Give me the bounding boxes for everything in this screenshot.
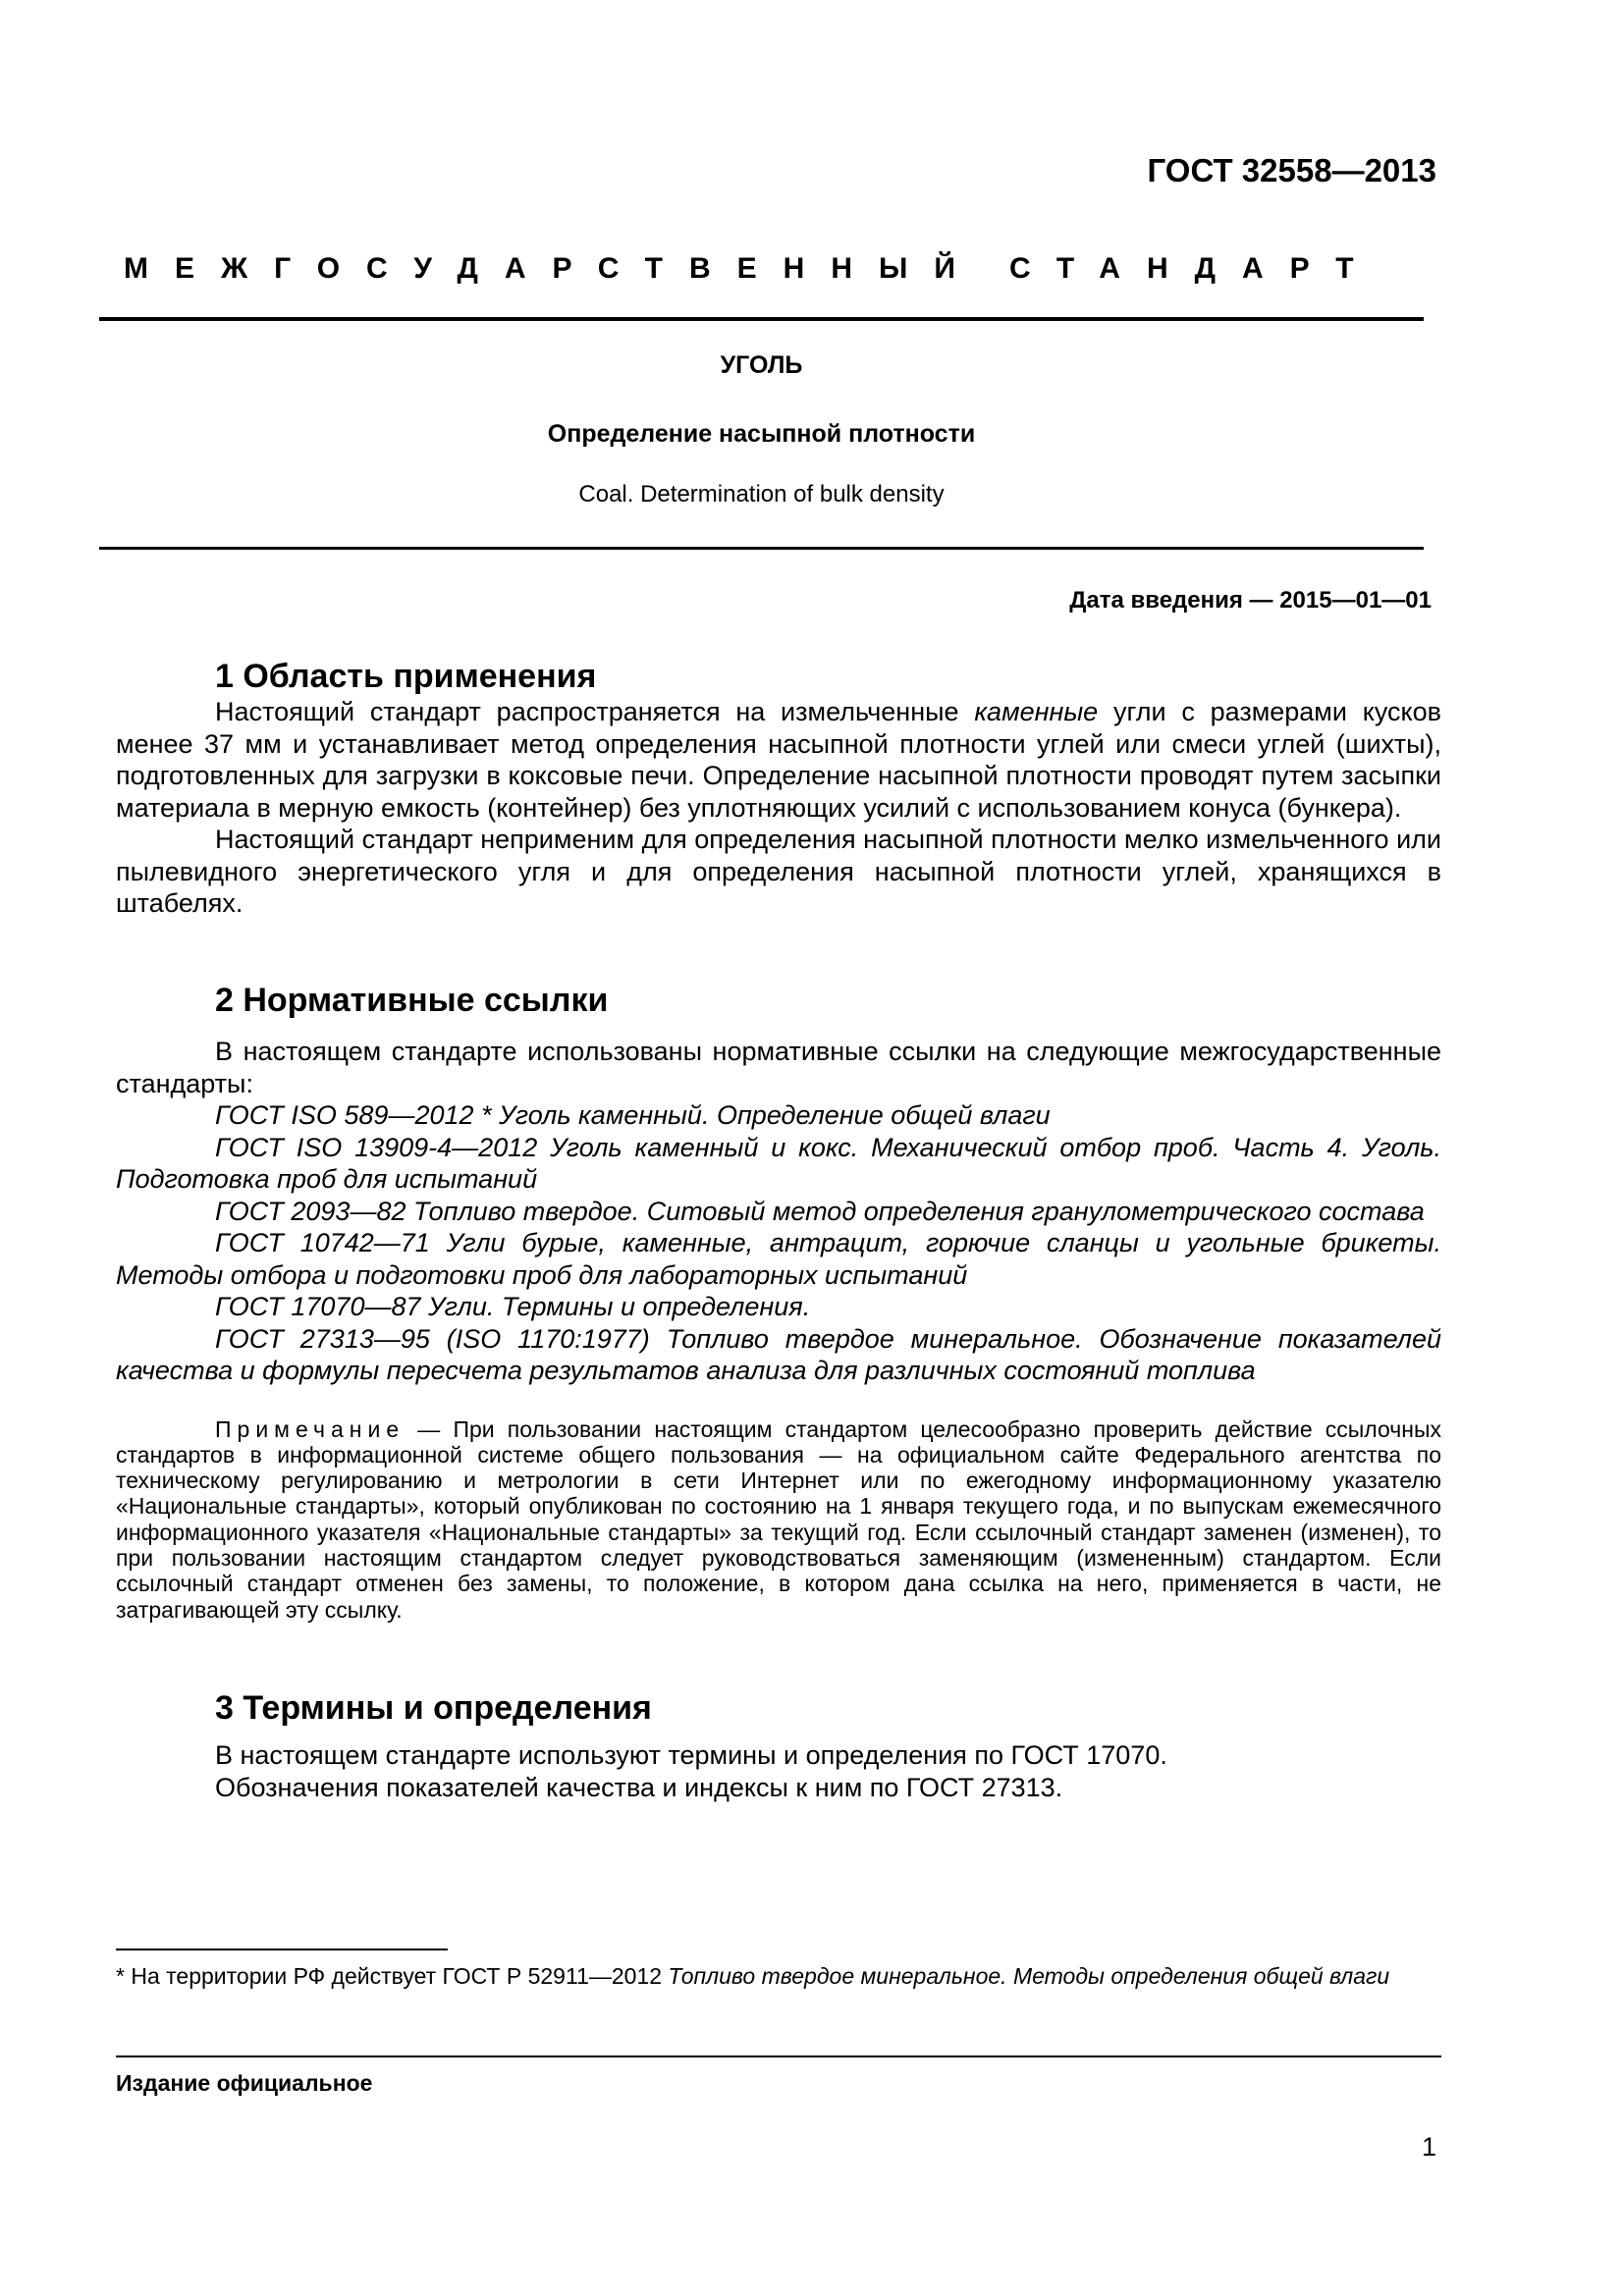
title-divider (99, 547, 1424, 550)
section-3 (116, 1688, 1441, 1803)
section-3-heading: 3 Термины и определения (215, 1689, 652, 1727)
section-1-paragraph-1: Настоящий стандарт распространяется на измельченные каменные угли с размерами кусков менее 37 мм и устанавливает метод определения насыпной плотности углей или смеси углей (шихты), подготовленных для загрузки в коксовые печи. Определение насыпной плотности проводят путем засыпки материала в мерную емкость (контейнер) без уплотняющих усилий с использованием конуса (бункера). (116, 697, 1442, 823)
reference-item: ГОСТ 17070—87 Угли. Термины и определения. (215, 1292, 811, 1321)
section-1 (116, 657, 1441, 920)
reference-item: ГОСТ 27313—95 (ISO 1170:1977) Топливо твердое минеральное. Обозначение показателей качества и формулы пересчета результатов анализа для различных состояний топлива (116, 1323, 1441, 1385)
section-3-paragraph-1: В настоящем стандарте используют термины и определения по ГОСТ 17070. (215, 1740, 1167, 1770)
section-2 (116, 981, 1441, 1623)
standard-type-word2: СТАНДАРТ (1008, 252, 1380, 285)
note (116, 1416, 1441, 1623)
footnote-separator (116, 1949, 448, 1950)
header-divider (99, 317, 1424, 321)
section-2-intro: В настоящем стандарте использованы нормативные ссылки на следующие межгосударственные стандарты: (116, 1037, 1441, 1098)
section-1-paragraph-2: Настоящий стандарт неприменим для определения насыпной плотности мелко измельченного или пылевидного энергетического угля и для определения насыпной плотности углей, хранящихся в штабелях. (116, 825, 1441, 918)
reference-item: ГОСТ 10742—71 Угли бурые, каменные, антрацит, горючие сланцы и угольные брикеты. Методы отбора и подготовки проб для лабораторных испытаний (116, 1228, 1441, 1290)
note-label: Примечание (215, 1415, 406, 1442)
reference-item: ГОСТ 2093—82 Топливо твердое. Ситовый метод определения гранулометрического состава (215, 1196, 1425, 1226)
document-title: УГОЛЬ (720, 351, 803, 379)
section-3-paragraph-2: Обозначения показателей качества и индексы к ним по ГОСТ 27313. (215, 1772, 1063, 1802)
standard-type-heading (124, 252, 1380, 286)
standard-type-word1: МЕЖГОСУДАРСТВЕННЫЙ (124, 252, 982, 285)
footnote: * На территории РФ действует ГОСТ Р 52911—2012 Топливо твердое минеральное. Методы определения общей влаги (116, 1963, 1390, 1989)
document-number: ГОСТ 32558—2013 (1147, 152, 1436, 188)
reference-item: ГОСТ ISO 589—2012 * Уголь каменный. Определение общей влаги (215, 1100, 1051, 1130)
footer-divider (116, 2056, 1441, 2057)
page-number: 1 (1421, 2132, 1436, 2162)
section-2-heading: 2 Нормативные ссылки (215, 982, 609, 1019)
section-1-heading: 1 Область применения (215, 658, 597, 695)
introduction-date: Дата введения — 2015—01—01 (1069, 587, 1432, 614)
edition-label: Издание официальное (116, 2070, 373, 2096)
reference-item: ГОСТ ISO 13909-4—2012 Уголь каменный и кокс. Механический отбор проб. Часть 4. Уголь. Подготовка проб для испытаний (116, 1132, 1441, 1194)
note-text: — При пользовании настоящим стандартом целесообразно проверить действие ссылочных стандартов в информационной системе общего пользования — на официальном сайте Федерального агентства по техническому регулированию и метрологии в сети Интернет или по ежегодному информационному указателю «Национальные стандарты», который опубликован по состоянию на 1 января текущего года, и по выпускам ежемесячного информационного указателя «Национальные стандарты» за текущий год. Если ссылочный стандарт заменен (изменен), то при пользовании настоящим стандартом следует руководствоваться заменяющим (измененным) стандартом. Если ссылочный стандарт отменен без замены, то положение, в котором дана ссылка на него, применяется в части, не затрагивающей эту ссылку. (116, 1415, 1441, 1623)
document-subtitle: Определение насыпной плотности (547, 420, 976, 448)
document-title-english: Coal. Determination of bulk density (578, 481, 945, 507)
